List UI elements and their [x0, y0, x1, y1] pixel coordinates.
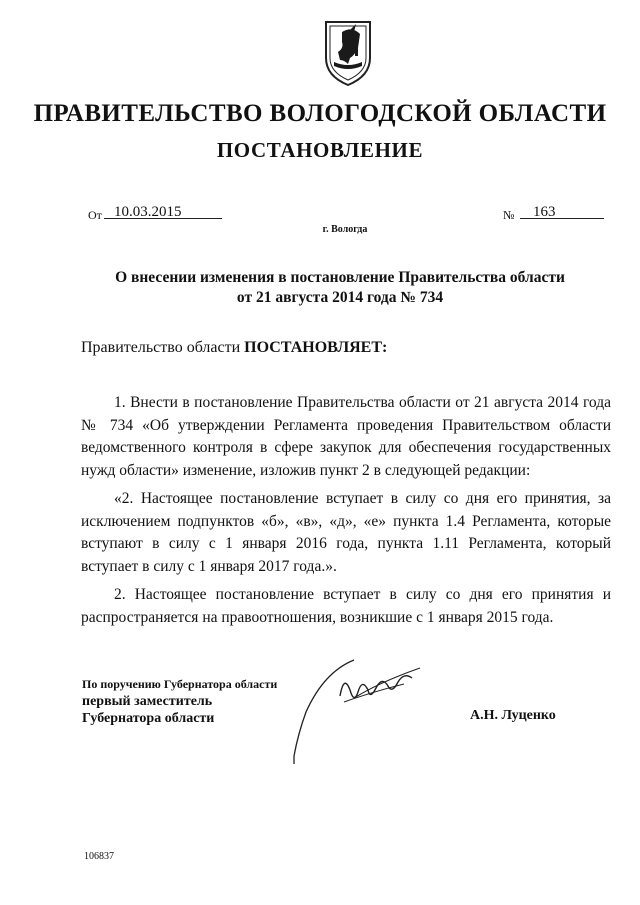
document-number: 163 [533, 204, 556, 220]
date-prefix: От [88, 208, 102, 222]
document-subject [100, 268, 580, 308]
number-prefix: № [503, 208, 515, 222]
signer-line-1: По поручению Губернатора области [82, 677, 278, 691]
intro-text: Правительство области [81, 339, 245, 356]
document-code: 106837 [84, 851, 114, 862]
signer-line-2: первый заместитель [82, 694, 213, 709]
body-paragraph-1: 1. Внести в постановление Правительства области от 21 августа 2014 года № 734 «Об утверждении Регламента проведения Правительством области ведомственного контроля в сфере закупок для обеспечения государственных нужд области» изменение, изложив пункт 2 в следующей редакции: [81, 394, 611, 479]
coat-of-arms-icon [322, 18, 374, 88]
document-type: ПОСТАНОВЛЕНИЕ [216, 138, 424, 162]
body-paragraph-3: 2. Настоящее постановление вступает в силу со дня его принятия и распространяется на правоотношения, возникшие с 1 января 2015 года. [81, 586, 611, 626]
government-title: ПРАВИТЕЛЬСТВО ВОЛОГОДСКОЙ ОБЛАСТИ [33, 100, 607, 127]
signer-title [82, 676, 277, 727]
signer-name: А.Н. Луценко [470, 708, 556, 723]
intro-decree-word: ПОСТАНОВЛЯЕТ: [244, 339, 388, 356]
intro-paragraph [81, 339, 387, 357]
body-paragraph-2: «2. Настоящее постановление вступает в силу со дня его принятия, за исключением подпунктов «б», «в», «д», «е» пункта 1.4 Регламента, которые вступают в силу с 1 января 2016 года, пункта 1.11 Регламента, который вступает в силу с 1 января 2017 года.». [81, 490, 611, 575]
document-date: 10.03.2015 [114, 204, 182, 220]
signer-line-3: Губернатора области [82, 711, 215, 726]
city-label: г. Вологда [322, 224, 368, 235]
subject-line-1: О внесении изменения в постановление Правительства области [115, 269, 565, 286]
subject-line-2: от 21 августа 2014 года № 734 [236, 289, 444, 306]
handwritten-signature [284, 652, 444, 772]
document-body [81, 392, 611, 633]
